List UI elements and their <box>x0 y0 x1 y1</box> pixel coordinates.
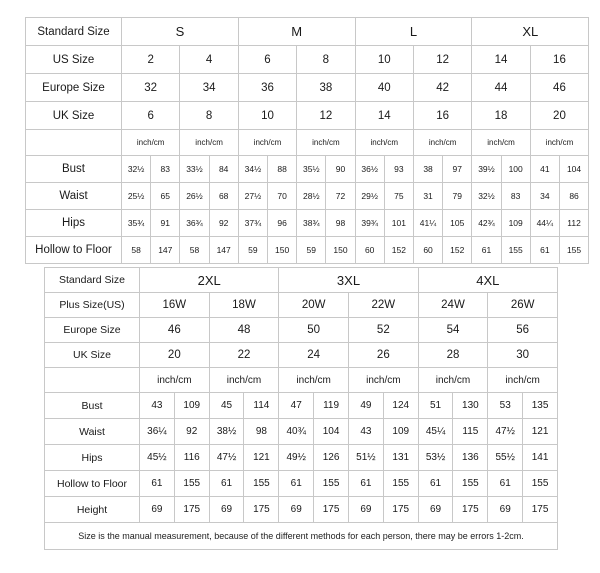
bust-row-value: 119 <box>314 393 349 419</box>
hollow-to-floor-row-value: 152 <box>384 237 413 264</box>
hollow-to-floor-row-value: 155 <box>314 471 349 497</box>
hollow-to-floor-row-label: Hollow to Floor <box>45 471 140 497</box>
waist-row-value: 72 <box>326 183 355 210</box>
height-row-value: 175 <box>383 497 418 523</box>
plus-size-row-value: 18W <box>209 293 279 318</box>
hips-row-value: 51½ <box>348 445 383 471</box>
waist-row-value: 70 <box>267 183 296 210</box>
unit-label: inch/cm <box>472 130 530 156</box>
uk-size-row-value: 30 <box>488 343 558 368</box>
hips-row-value: 55½ <box>488 445 523 471</box>
plus-size-row-label: Plus Size(US) <box>45 293 140 318</box>
plus-size-row-value: 24W <box>418 293 488 318</box>
bust-row-value: 38 <box>413 156 442 183</box>
europe-size-row-value: 36 <box>238 74 296 102</box>
hips-row-value: 42¾ <box>472 210 501 237</box>
bust-row <box>26 156 589 183</box>
europe-size-row-value: 38 <box>297 74 355 102</box>
us-size-row-label: US Size <box>26 46 122 74</box>
bust-row-value: 32½ <box>122 156 151 183</box>
unit-label: inch/cm <box>355 130 413 156</box>
waist-row-value: 34 <box>530 183 559 210</box>
hollow-to-floor-row-value: 61 <box>488 471 523 497</box>
hips-row-value: 141 <box>523 445 558 471</box>
size-chart-table-2 <box>44 267 558 550</box>
hollow-to-floor-row-value: 155 <box>501 237 530 264</box>
height-row-value: 69 <box>209 497 244 523</box>
height-row-value: 175 <box>523 497 558 523</box>
height-row-value: 69 <box>348 497 383 523</box>
europe-size-row-value: 32 <box>122 74 180 102</box>
us-size-row <box>26 46 589 74</box>
us-size-row-value: 6 <box>238 46 296 74</box>
size-header: M <box>238 18 355 46</box>
waist-row-value: 31 <box>413 183 442 210</box>
waist-row-value: 28½ <box>297 183 326 210</box>
bust-row-label: Bust <box>45 393 140 419</box>
height-row-value: 69 <box>279 497 314 523</box>
uk-size-row-value: 24 <box>279 343 349 368</box>
bust-row-value: 124 <box>383 393 418 419</box>
hollow-to-floor-row-value: 150 <box>267 237 296 264</box>
waist-row-value: 86 <box>559 183 588 210</box>
bust-row-value: 43 <box>140 393 175 419</box>
us-size-row-value: 2 <box>122 46 180 74</box>
europe-size-row-value: 48 <box>209 318 279 343</box>
hips-row-value: 36¾ <box>180 210 209 237</box>
europe-size-row-value: 42 <box>413 74 471 102</box>
waist-row-value: 45¼ <box>418 419 453 445</box>
size-header: 3XL <box>279 268 418 293</box>
uk-size-row-value: 20 <box>530 102 588 130</box>
hips-row-value: 116 <box>174 445 209 471</box>
waist-row-value: 121 <box>523 419 558 445</box>
bust-row-value: 84 <box>209 156 238 183</box>
bust-row-label: Bust <box>26 156 122 183</box>
hollow-to-floor-row-value: 59 <box>238 237 267 264</box>
standard-size-label: Standard Size <box>45 268 140 293</box>
europe-size-row <box>45 318 558 343</box>
bust-row-value: 83 <box>151 156 180 183</box>
unit-label: inch/cm <box>140 368 210 393</box>
bust-row-value: 135 <box>523 393 558 419</box>
plus-size-row-value: 22W <box>348 293 418 318</box>
hips-row-value: 44¼ <box>530 210 559 237</box>
uk-size-row-value: 22 <box>209 343 279 368</box>
us-size-row-value: 12 <box>413 46 471 74</box>
hollow-to-floor-row-value: 155 <box>523 471 558 497</box>
hips-row-label: Hips <box>26 210 122 237</box>
height-row-value: 175 <box>244 497 279 523</box>
unit-label: inch/cm <box>413 130 471 156</box>
bust-row-value: 53 <box>488 393 523 419</box>
size-header: S <box>122 18 239 46</box>
waist-row-value: 40¾ <box>279 419 314 445</box>
unit-label: inch/cm <box>488 368 558 393</box>
hollow-to-floor-row-value: 61 <box>418 471 453 497</box>
hips-row-value: 38¾ <box>297 210 326 237</box>
waist-row-value: 92 <box>174 419 209 445</box>
hollow-to-floor-row-value: 61 <box>472 237 501 264</box>
hips-row-value: 112 <box>559 210 588 237</box>
hips-row-label: Hips <box>45 445 140 471</box>
bust-row-value: 114 <box>244 393 279 419</box>
hips-row-value: 39¾ <box>355 210 384 237</box>
hips-row <box>45 445 558 471</box>
plus-size-row <box>45 293 558 318</box>
hips-row-value: 121 <box>244 445 279 471</box>
waist-row-label: Waist <box>45 419 140 445</box>
waist-row-label: Waist <box>26 183 122 210</box>
uk-size-row-label: UK Size <box>45 343 140 368</box>
waist-row-value: 36¼ <box>140 419 175 445</box>
unit-row <box>45 368 558 393</box>
hollow-to-floor-row-value: 147 <box>209 237 238 264</box>
uk-size-row-value: 16 <box>413 102 471 130</box>
plus-size-row-value: 26W <box>488 293 558 318</box>
hips-row-value: 96 <box>267 210 296 237</box>
europe-size-row-value: 52 <box>348 318 418 343</box>
hips-row-value: 131 <box>383 445 418 471</box>
height-row-value: 69 <box>488 497 523 523</box>
uk-size-row <box>45 343 558 368</box>
bust-row-value: 34½ <box>238 156 267 183</box>
hips-row-value: 41¼ <box>413 210 442 237</box>
bust-row-value: 90 <box>326 156 355 183</box>
bust-row-value: 109 <box>174 393 209 419</box>
bust-row-value: 39½ <box>472 156 501 183</box>
hollow-to-floor-row <box>45 471 558 497</box>
bust-row-value: 35½ <box>297 156 326 183</box>
plus-size-row-value: 16W <box>140 293 210 318</box>
waist-row-value: 27½ <box>238 183 267 210</box>
hips-row <box>26 210 589 237</box>
hips-row-value: 136 <box>453 445 488 471</box>
europe-size-row-value: 54 <box>418 318 488 343</box>
bust-row-value: 88 <box>267 156 296 183</box>
uk-size-row-value: 12 <box>297 102 355 130</box>
unit-label: inch/cm <box>530 130 588 156</box>
uk-size-row-value: 14 <box>355 102 413 130</box>
hollow-to-floor-row-value: 152 <box>443 237 472 264</box>
unit-row-blank <box>45 368 140 393</box>
hips-row-value: 109 <box>501 210 530 237</box>
bust-row <box>45 393 558 419</box>
note-row <box>45 523 558 550</box>
waist-row-value: 83 <box>501 183 530 210</box>
height-row-label: Height <box>45 497 140 523</box>
uk-size-row-value: 28 <box>418 343 488 368</box>
standard-size-label: Standard Size <box>26 18 122 46</box>
hips-row-value: 105 <box>443 210 472 237</box>
hollow-to-floor-row-value: 155 <box>174 471 209 497</box>
waist-row-value: 79 <box>443 183 472 210</box>
europe-size-row-value: 40 <box>355 74 413 102</box>
unit-label: inch/cm <box>297 130 355 156</box>
hollow-to-floor-row-value: 150 <box>326 237 355 264</box>
uk-size-row-value: 18 <box>472 102 530 130</box>
bust-row-value: 36½ <box>355 156 384 183</box>
bust-row-value: 33½ <box>180 156 209 183</box>
hips-row-value: 91 <box>151 210 180 237</box>
uk-size-row <box>26 102 589 130</box>
hollow-to-floor-row-value: 155 <box>383 471 418 497</box>
waist-row-value: 29½ <box>355 183 384 210</box>
size-header: 2XL <box>140 268 279 293</box>
waist-row-value: 25½ <box>122 183 151 210</box>
uk-size-row-value: 20 <box>140 343 210 368</box>
waist-row-value: 109 <box>383 419 418 445</box>
waist-row-value: 65 <box>151 183 180 210</box>
hips-row-value: 47½ <box>209 445 244 471</box>
unit-label: inch/cm <box>238 130 296 156</box>
waist-row-value: 26½ <box>180 183 209 210</box>
height-row-value: 175 <box>453 497 488 523</box>
europe-size-row <box>26 74 589 102</box>
hollow-to-floor-row-value: 58 <box>180 237 209 264</box>
europe-size-row-value: 50 <box>279 318 349 343</box>
unit-label: inch/cm <box>209 368 279 393</box>
waist-row <box>26 183 589 210</box>
europe-size-row-value: 56 <box>488 318 558 343</box>
hollow-to-floor-row-value: 61 <box>348 471 383 497</box>
hollow-to-floor-row-value: 60 <box>413 237 442 264</box>
us-size-row-value: 8 <box>297 46 355 74</box>
hollow-to-floor-row-value: 61 <box>279 471 314 497</box>
measurement-note: Size is the manual measurement, because of the different methods for each person, there may be errors 1-2cm. <box>45 523 558 550</box>
hollow-to-floor-row-value: 155 <box>453 471 488 497</box>
standard-size-row <box>45 268 558 293</box>
bust-row-value: 93 <box>384 156 413 183</box>
height-row-value: 69 <box>140 497 175 523</box>
hollow-to-floor-row-value: 147 <box>151 237 180 264</box>
hollow-to-floor-row-value: 155 <box>559 237 588 264</box>
us-size-row-value: 4 <box>180 46 238 74</box>
hips-row-value: 98 <box>326 210 355 237</box>
bust-row-value: 51 <box>418 393 453 419</box>
waist-row-value: 68 <box>209 183 238 210</box>
waist-row-value: 38½ <box>209 419 244 445</box>
hips-row-value: 45½ <box>140 445 175 471</box>
waist-row-value: 43 <box>348 419 383 445</box>
waist-row-value: 104 <box>314 419 349 445</box>
bust-row-value: 49 <box>348 393 383 419</box>
europe-size-row-value: 46 <box>530 74 588 102</box>
unit-row <box>26 130 589 156</box>
hollow-to-floor-row-value: 61 <box>140 471 175 497</box>
hollow-to-floor-row-value: 59 <box>297 237 326 264</box>
waist-row-value: 32½ <box>472 183 501 210</box>
waist-row <box>45 419 558 445</box>
europe-size-row-value: 34 <box>180 74 238 102</box>
hollow-to-floor-row-value: 61 <box>209 471 244 497</box>
hollow-to-floor-row-label: Hollow to Floor <box>26 237 122 264</box>
standard-size-row <box>26 18 589 46</box>
plus-size-row-value: 20W <box>279 293 349 318</box>
height-row-value: 175 <box>174 497 209 523</box>
bust-row-value: 41 <box>530 156 559 183</box>
bust-row-value: 97 <box>443 156 472 183</box>
hips-row-value: 35¾ <box>122 210 151 237</box>
height-row-value: 69 <box>418 497 453 523</box>
unit-label: inch/cm <box>279 368 349 393</box>
hollow-to-floor-row <box>26 237 589 264</box>
size-chart-table-1 <box>25 17 589 264</box>
height-row <box>45 497 558 523</box>
uk-size-row-value: 26 <box>348 343 418 368</box>
hips-row-value: 126 <box>314 445 349 471</box>
uk-size-row-value: 10 <box>238 102 296 130</box>
hips-row-value: 53½ <box>418 445 453 471</box>
europe-size-row-label: Europe Size <box>45 318 140 343</box>
unit-label: inch/cm <box>348 368 418 393</box>
bust-row-value: 47 <box>279 393 314 419</box>
unit-label: inch/cm <box>418 368 488 393</box>
us-size-row-value: 10 <box>355 46 413 74</box>
europe-size-row-label: Europe Size <box>26 74 122 102</box>
bust-row-value: 104 <box>559 156 588 183</box>
us-size-row-value: 14 <box>472 46 530 74</box>
waist-row-value: 75 <box>384 183 413 210</box>
hips-row-value: 101 <box>384 210 413 237</box>
uk-size-row-value: 8 <box>180 102 238 130</box>
size-header: XL <box>472 18 589 46</box>
hollow-to-floor-row-value: 58 <box>122 237 151 264</box>
uk-size-row-value: 6 <box>122 102 180 130</box>
bust-row-value: 130 <box>453 393 488 419</box>
unit-label: inch/cm <box>122 130 180 156</box>
waist-row-value: 47½ <box>488 419 523 445</box>
us-size-row-value: 16 <box>530 46 588 74</box>
waist-row-value: 115 <box>453 419 488 445</box>
hollow-to-floor-row-value: 61 <box>530 237 559 264</box>
size-header: 4XL <box>418 268 557 293</box>
unit-row-blank <box>26 130 122 156</box>
size-header: L <box>355 18 472 46</box>
hollow-to-floor-row-value: 60 <box>355 237 384 264</box>
hollow-to-floor-row-value: 155 <box>244 471 279 497</box>
hips-row-value: 37¾ <box>238 210 267 237</box>
hips-row-value: 92 <box>209 210 238 237</box>
europe-size-row-value: 46 <box>140 318 210 343</box>
uk-size-row-label: UK Size <box>26 102 122 130</box>
waist-row-value: 98 <box>244 419 279 445</box>
europe-size-row-value: 44 <box>472 74 530 102</box>
bust-row-value: 100 <box>501 156 530 183</box>
bust-row-value: 45 <box>209 393 244 419</box>
height-row-value: 175 <box>314 497 349 523</box>
hips-row-value: 49½ <box>279 445 314 471</box>
unit-label: inch/cm <box>180 130 238 156</box>
